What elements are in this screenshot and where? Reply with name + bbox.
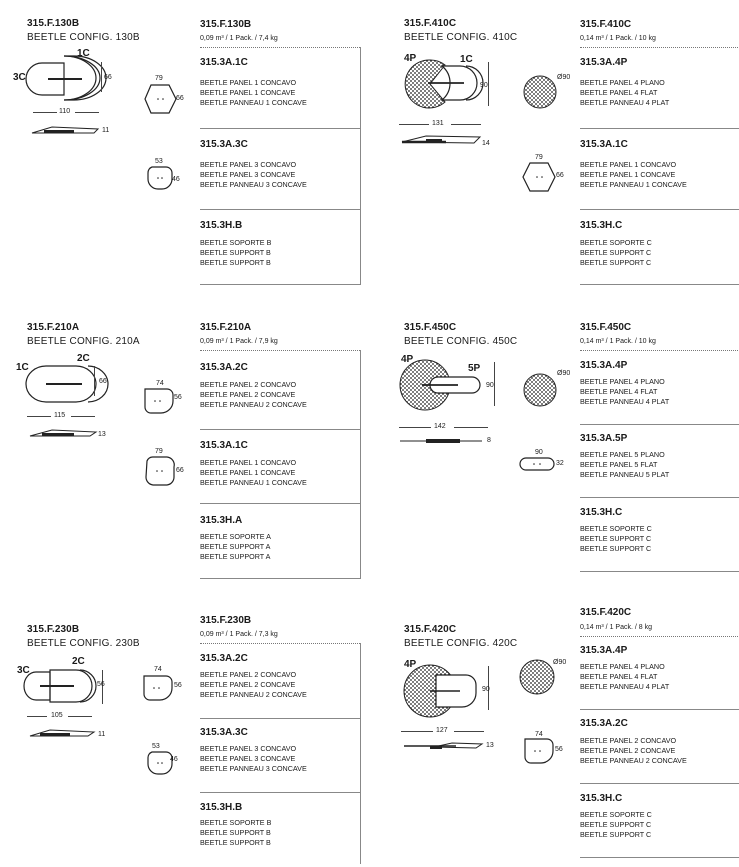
kit-code: 315.F.420C [580, 607, 632, 618]
part-dim-h: 46 [170, 756, 178, 763]
config-code: 315.F.230B [27, 624, 80, 635]
panel-2c-drawing [142, 674, 174, 702]
config-profile-drawing [398, 133, 482, 147]
panel-1c-drawing [521, 160, 561, 196]
dim-width: 110 [59, 108, 71, 115]
config-code: 315.F.130B [27, 18, 80, 29]
pack-info: 0,14 m³ / 1 Pack. / 8 kg [580, 624, 652, 631]
part-description: BEETLE PANEL 5 PLANO BEETLE PANEL 5 FLAT BEETLE PANNEAU 5 PLAT [580, 450, 670, 479]
part-code: 315.3A.1C [200, 440, 248, 451]
part-code: 315.3H.C [580, 793, 623, 804]
panel-label: 2C [77, 353, 90, 364]
config-profile-drawing [398, 436, 484, 446]
config-name: BEETLE CONFIG. 210A [27, 336, 140, 347]
dim-profile: 13 [98, 431, 106, 438]
panel-label: 3C [13, 72, 26, 83]
part-dim-w: 79 [155, 448, 163, 455]
part-description: BEETLE PANEL 4 PLANO BEETLE PANEL 4 FLAT BEETLE PANNEAU 4 PLAT [580, 662, 670, 691]
part-description: BEETLE PANEL 4 PLANO BEETLE PANEL 4 FLAT BEETLE PANNEAU 4 PLAT [580, 377, 670, 406]
panel-4p-drawing [518, 658, 556, 696]
part-dim-w: 74 [156, 380, 164, 387]
part-dim-h: 46 [172, 176, 180, 183]
part-dim-w: 53 [155, 158, 163, 165]
part-code: 315.3A.4P [580, 360, 628, 371]
panel-label: 3C [17, 665, 30, 676]
config-name: BEETLE CONFIG. 450C [404, 336, 518, 347]
part-code: 315.3A.2C [200, 653, 248, 664]
part-code: 315.3A.1C [580, 139, 628, 150]
part-code: 315.3A.3C [200, 139, 248, 150]
dim-profile: 8 [487, 437, 491, 444]
part-code: 315.3A.4P [580, 57, 628, 68]
part-description: BEETLE PANEL 2 CONCAVO BEETLE PANEL 2 CONCAVE BEETLE PANNEAU 2 CONCAVE [200, 670, 307, 699]
part-dim-h: 66 [176, 467, 184, 474]
config-plan-drawing [26, 364, 98, 404]
part-description: BEETLE SOPORTE C BEETLE SUPPORT C BEETLE SUPPORT C [580, 524, 652, 553]
config-code: 315.F.450C [404, 322, 457, 333]
part-description: BEETLE PANEL 3 CONCAVO BEETLE PANEL 3 CONCAVE BEETLE PANNEAU 3 CONCAVE [200, 744, 307, 773]
kit-code: 315.F.230B [200, 615, 252, 626]
part-description: BEETLE SOPORTE B BEETLE SUPPORT B BEETLE SUPPORT B [200, 238, 272, 267]
config-code: 315.F.210A [27, 322, 80, 333]
part-dim-h: 66 [556, 172, 564, 179]
part-dim-h: 56 [174, 394, 182, 401]
part-code: 315.3H.C [580, 507, 623, 518]
part-description: BEETLE SOPORTE A BEETLE SUPPORT A BEETLE SUPPORT A [200, 532, 271, 561]
dim-profile: 14 [482, 140, 490, 147]
pack-info: 0,14 m³ / 1 Pack. / 10 kg [580, 35, 656, 42]
part-dim-w: 79 [155, 75, 163, 82]
part-code: 315.3A.4P [580, 645, 628, 656]
config-plan-drawing [30, 55, 100, 100]
panel-2c-drawing [143, 387, 175, 415]
part-dim-w: 74 [535, 731, 543, 738]
kit-code: 315.F.130B [200, 19, 252, 30]
config-name: BEETLE CONFIG. 130B [27, 32, 140, 43]
part-dim-diameter: Ø90 [553, 659, 567, 666]
part-description: BEETLE PANEL 2 CONCAVO BEETLE PANEL 2 CONCAVE BEETLE PANNEAU 2 CONCAVE [200, 380, 307, 409]
part-dim-h: 32 [556, 460, 564, 467]
config-profile-drawing [28, 428, 98, 440]
part-code: 315.3A.5P [580, 433, 628, 444]
config-name: BEETLE CONFIG. 230B [27, 638, 140, 649]
config-name: BEETLE CONFIG. 410C [404, 32, 518, 43]
part-code: 315.3A.2C [200, 362, 248, 373]
panel-5p-drawing [519, 456, 555, 472]
dim-width: 105 [51, 712, 63, 719]
panel-label: 2C [72, 656, 85, 667]
pack-info: 0,09 m³ / 1 Pack. / 7,4 kg [200, 35, 278, 42]
part-dim-w: 90 [535, 449, 543, 456]
part-code: 315.3A.2C [580, 718, 628, 729]
panel-label: 1C [77, 48, 90, 59]
panel-label: 5P [468, 363, 481, 374]
part-description: BEETLE PANEL 1 CONCAVO BEETLE PANEL 1 CONCAVE BEETLE PANNEAU 1 CONCAVE [580, 160, 687, 189]
config-plan-drawing [398, 357, 488, 413]
part-code: 315.3H.C [580, 220, 623, 231]
panel-label: 4P [404, 53, 417, 64]
panel-label: 1C [16, 362, 29, 373]
part-description: BEETLE PANEL 3 CONCAVO BEETLE PANEL 3 CONCAVE BEETLE PANNEAU 3 CONCAVE [200, 160, 307, 189]
config-profile-drawing [30, 125, 100, 137]
dim-height: 90 [480, 82, 488, 89]
config-plan-drawing [26, 668, 96, 704]
part-dim-w: 74 [154, 666, 162, 673]
pack-info: 0,14 m³ / 1 Pack. / 10 kg [580, 338, 656, 345]
part-dim-w: 79 [535, 154, 543, 161]
part-dim-diameter: Ø90 [557, 370, 571, 377]
kit-code: 315.F.410C [580, 19, 632, 30]
dim-height: 66 [104, 74, 112, 81]
dim-width: 115 [54, 412, 66, 419]
part-dim-h: 66 [176, 95, 184, 102]
part-code: 315.3H.B [200, 220, 243, 231]
config-name: BEETLE CONFIG. 420C [404, 638, 518, 649]
dim-height: 66 [99, 378, 107, 385]
part-dim-w: 53 [152, 743, 160, 750]
dim-width: 127 [436, 727, 448, 734]
part-description: BEETLE PANEL 4 PLANO BEETLE PANEL 4 FLAT BEETLE PANNEAU 4 PLAT [580, 78, 670, 107]
part-dim-diameter: Ø90 [557, 74, 571, 81]
kit-code: 315.F.210A [200, 322, 252, 333]
part-description: BEETLE SOPORTE C BEETLE SUPPORT C BEETLE SUPPORT C [580, 810, 652, 839]
part-code: 315.3A.1C [200, 57, 248, 68]
panel-1c-drawing [143, 455, 177, 487]
panel-label: 4P [401, 354, 414, 365]
part-dim-h: 56 [174, 682, 182, 689]
panel-label: 4P [404, 659, 417, 670]
config-plan-drawing [398, 56, 482, 112]
part-description: BEETLE PANEL 2 CONCAVO BEETLE PANEL 2 CONCAVE BEETLE PANNEAU 2 CONCAVE [580, 736, 687, 765]
part-description: BEETLE PANEL 1 CONCAVO BEETLE PANEL 1 CONCAVE BEETLE PANNEAU 1 CONCAVE [200, 78, 307, 107]
config-profile-drawing [400, 740, 484, 754]
part-code: 315.3H.B [200, 802, 243, 813]
part-description: BEETLE SOPORTE C BEETLE SUPPORT C BEETLE SUPPORT C [580, 238, 652, 267]
config-profile-drawing [28, 728, 98, 740]
dim-height: 90 [482, 686, 490, 693]
dim-width: 142 [434, 423, 446, 430]
part-description: BEETLE SOPORTE B BEETLE SUPPORT B BEETLE SUPPORT B [200, 818, 272, 847]
dim-profile: 11 [102, 127, 110, 134]
config-plan-drawing [400, 661, 484, 719]
dim-height: 56 [97, 681, 105, 688]
panel-3c-drawing [146, 750, 176, 776]
part-description: BEETLE PANEL 1 CONCAVO BEETLE PANEL 1 CONCAVE BEETLE PANNEAU 1 CONCAVE [200, 458, 307, 487]
pack-info: 0,09 m³ / 1 Pack. / 7,3 kg [200, 631, 278, 638]
kit-code: 315.F.450C [580, 322, 632, 333]
part-dim-h: 56 [555, 746, 563, 753]
dim-profile: 13 [486, 742, 494, 749]
part-code: 315.3A.3C [200, 727, 248, 738]
config-code: 315.F.410C [404, 18, 457, 29]
panel-4p-drawing [523, 373, 557, 407]
panel-label: 1C [460, 54, 473, 65]
dim-profile: 11 [98, 731, 106, 738]
dim-height: 90 [486, 382, 494, 389]
pack-info: 0,09 m³ / 1 Pack. / 7,9 kg [200, 338, 278, 345]
panel-2c-drawing [523, 737, 555, 765]
dim-width: 131 [432, 120, 444, 127]
config-code: 315.F.420C [404, 624, 457, 635]
panel-4p-drawing [523, 75, 557, 109]
part-code: 315.3H.A [200, 515, 243, 526]
